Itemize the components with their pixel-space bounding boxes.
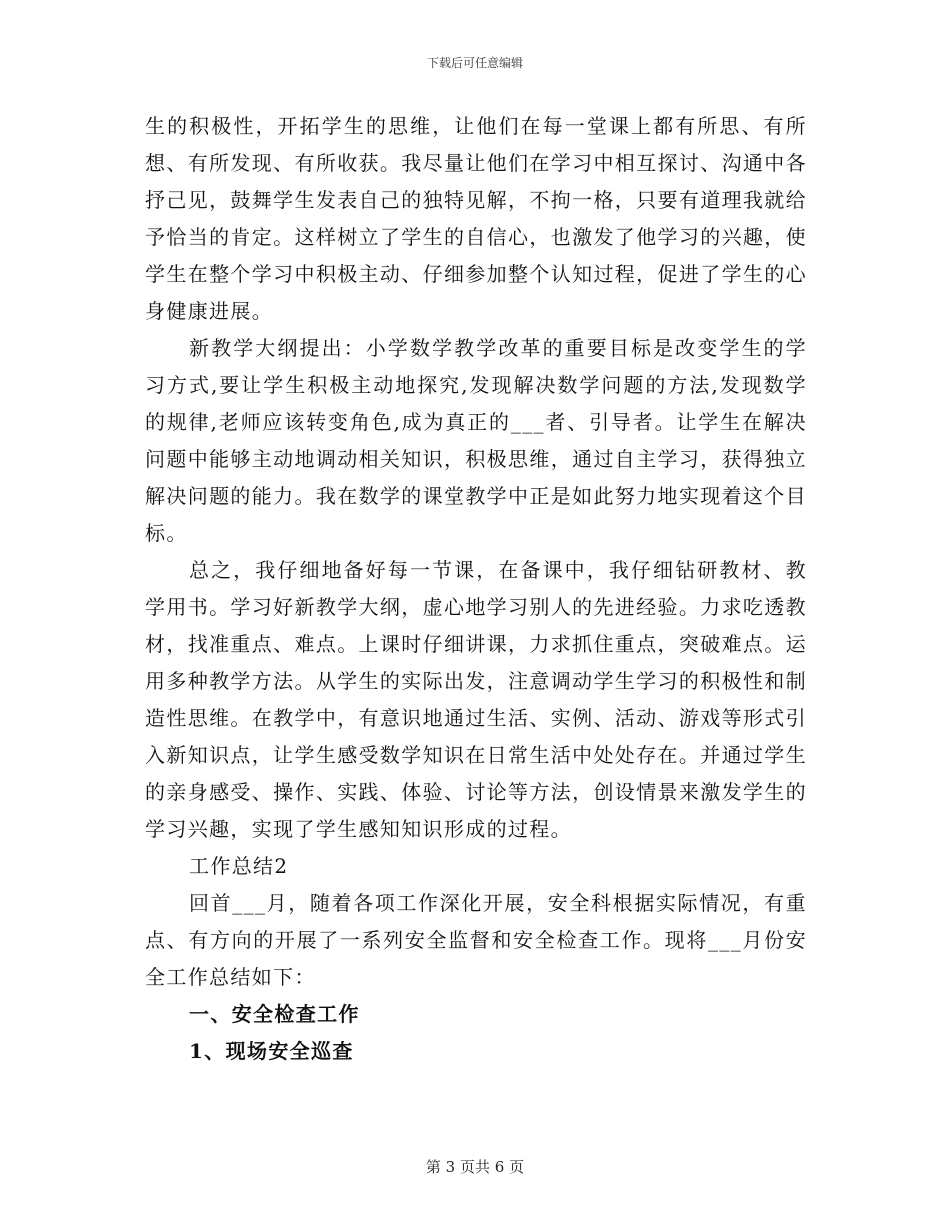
page-footer: 第 3 页共 6 页 [425, 1158, 525, 1176]
document-body [145, 108, 807, 1070]
paragraph-safety-intro: 回首___月，随着各项工作深化开展，安全科根据实际情况，有重点、有方向的开展了一系列安全监督和安全检查工作。现将___月份安全工作总结如下： [145, 891, 807, 989]
section-title: 工作总结2 [189, 854, 289, 878]
paragraph-summary: 总之，我仔细地备好每一节课，在备课中，我仔细钻研教材、教学用书。学习好新教学大纲，虚心地学习别人的先进经验。力求吃透教材，找准重点、难点。上课时仔细讲课，力求抓住重点，突破难点。运用多种教学方法。从学生的实际出发，注意调动学生学习的积极性和制造性思维。在教学中，有意识地通过生活、实例、活动、游戏等形式引入新知识点，让学生感受数学知识在日常生活中处处存在。并通过学生的亲身感受、操作、实践、体验、讨论等方法，创设情景来激发学生的学习兴趣，实现了学生感知知识形成的过程。 [145, 558, 807, 841]
page-header: 下载后可任意编辑 [426, 56, 523, 70]
heading-safety-inspection: 一、安全检查工作 [189, 1002, 360, 1026]
paragraph-continuation: 生的积极性，开拓学生的思维，让他们在每一堂课上都有所思、有所想、有所发现、有所收获。我尽量让他们在学习中相互探讨、沟通中各抒己见，鼓舞学生发表自己的独特见解，不拘一格，只要有道理我就给予恰当的肯定。这样树立了学生的自信心，也激发了他学习的兴趣，使学生在整个学习中积极主动、仔细参加整个认知过程，促进了学生的心身健康进展。 [145, 114, 807, 323]
heading-site-patrol: 1、现场安全巡查 [189, 1039, 354, 1063]
paragraph-syllabus: 新教学大纲提出：小学数学教学改革的重要目标是改变学生的学习方式,要让学生积极主动地探究,发现解决数学问题的方法,发现数学的规律,老师应该转变角色,成为真正的___者、引导者。让学生在解决问题中能够主动地调动相关知识，积极思维，通过自主学习，获得独立解决问题的能力。我在数学的课堂教学中正是如此努力地实现着这个目标。 [145, 336, 807, 545]
